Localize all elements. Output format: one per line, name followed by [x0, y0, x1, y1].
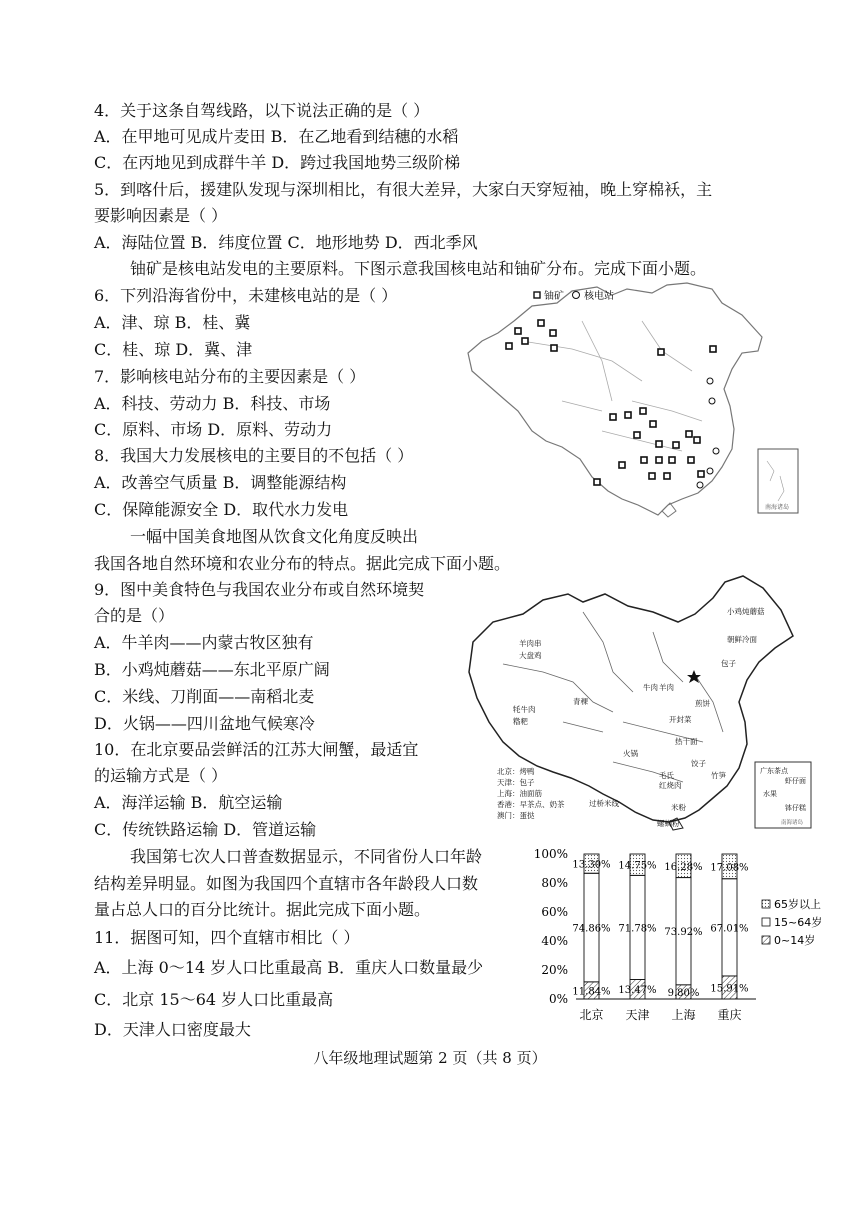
svg-text:虾仔面: 虾仔面 [785, 777, 806, 785]
q4-options-cd: C．在丙地见到成群牛羊 D．跨过我国地势三级阶梯 [94, 153, 461, 172]
q9-option-d: D．火锅——四川盆地气候寒冷 [94, 714, 315, 733]
y-tick-label: 20% [541, 963, 568, 977]
x-tick-label: 天津 [625, 1008, 650, 1022]
svg-text:香港：早茶点、奶茶: 香港：早茶点、奶茶 [497, 800, 565, 809]
x-tick-label: 北京 [579, 1008, 604, 1022]
value-label: 15.91% [710, 983, 749, 995]
q7-options-ab: A．科技、劳动力 B．科技、市场 [94, 394, 331, 413]
q4-options-ab: A．在甲地可见成片麦田 B．在乙地看到结穗的水稻 [94, 127, 459, 146]
intro-food-line1: 一幅中国美食地图从饮食文化角度反映出 [130, 527, 419, 546]
svg-text:钵仔糕: 钵仔糕 [785, 804, 806, 812]
intro-pop-line2: 结构差异明显。如图为我国四个直辖市各年龄段人口数 [94, 874, 479, 893]
value-label: 17.08% [710, 862, 749, 874]
y-tick-label: 0% [548, 992, 568, 1006]
food-mifen: 米粉 [671, 803, 686, 812]
q10-options-cd: C．传统铁路运输 D．管道运输 [94, 820, 317, 839]
q5-options: A．海陆位置 B．纬度位置 C．地形地势 D．西北季风 [94, 233, 478, 252]
food-maoshi: 毛氏 [659, 771, 674, 780]
china-outline-map1 [468, 283, 762, 515]
map1-inset-label: 南海诸岛 [765, 504, 790, 511]
y-tick-label: 60% [541, 905, 568, 919]
svg-text:天津：包子: 天津：包子 [497, 778, 535, 787]
svg-text:澳门：蛋挞: 澳门：蛋挞 [497, 811, 535, 820]
food-ciba2: 糌粑 [513, 717, 528, 726]
value-label: 74.86% [572, 923, 611, 935]
intro-nuclear: 铀矿是核电站发电的主要原料。下图示意我国核电站和铀矿分布。完成下面小题。 [130, 259, 707, 278]
food-guoqiao: 过桥米线 [589, 799, 619, 808]
intro-food-line2: 我国各地自然环境和农业分布的特点。据此完成下面小题。 [94, 554, 511, 573]
legend-swatch [762, 936, 770, 944]
legend-label: 0~14岁 [774, 934, 816, 947]
q10-stem-line2: 的运输方式是（ ） [94, 766, 228, 785]
svg-text:北京：烤鸭: 北京：烤鸭 [497, 767, 535, 776]
q6-options-cd: C．桂、琼 D．冀、津 [94, 340, 253, 359]
value-label: 11.84% [572, 986, 611, 998]
q10-stem-line1: 10．在北京要品尝鲜活的江苏大闸蟹，最适宜 [94, 740, 419, 759]
q8-stem: 8．我国大力发展核电的主要目的不包括（ ） [94, 446, 414, 465]
food-jianbing: 煎饼 [695, 699, 710, 708]
food-hongshao: 红烧肉 [659, 781, 682, 790]
q8-options-cd: C．保障能源安全 D．取代水力发电 [94, 500, 349, 519]
q9-option-a: A．牛羊肉——内蒙古牧区独有 [94, 633, 314, 652]
map2-legend [497, 766, 565, 820]
q6-options-ab: A．津、琼 B．桂、冀 [94, 313, 251, 332]
x-tick-label: 上海 [671, 1008, 696, 1022]
q6-stem: 6．下列沿海省份中，未建核电站的是（ ） [94, 286, 398, 305]
q11-option-d: D．天津人口密度最大 [94, 1020, 251, 1039]
food-huoguo: 火锅 [623, 749, 638, 758]
value-label: 67.01% [710, 923, 749, 935]
value-label: 16.28% [664, 861, 703, 873]
legend-nuclear-icon [573, 292, 580, 299]
q11-options-ab: A．上海 0～14 岁人口比重最高 B．重庆人口数量最少 [94, 958, 484, 977]
svg-text:水果: 水果 [763, 790, 777, 798]
food-qingke: 青稞 [573, 697, 588, 706]
food-niurou: 牛肉 [643, 683, 658, 692]
legend-swatch [762, 918, 770, 926]
legend-uranium-label: 铀矿 [544, 291, 564, 302]
page-footer: 八年级地理试题第 2 页（共 8 页） [313, 1049, 547, 1067]
food-dapanji: 大盘鸡 [519, 651, 542, 660]
intro-pop-line3: 量占总人口的百分比统计。据此完成下面小题。 [94, 900, 431, 919]
food-baozi: 包子 [721, 659, 736, 668]
population-chart-svg [524, 842, 824, 1030]
food-zhushi: 竹笋 [711, 771, 726, 780]
legend-swatch [762, 900, 770, 908]
food-map [463, 572, 815, 834]
map2-inset-label: 南海诸岛 [781, 820, 804, 826]
population-age-chart [524, 842, 824, 1030]
q8-options-ab: A．改善空气质量 B．调整能源结构 [94, 473, 347, 492]
q4-stem: 4．关于这条自驾线路，以下说法正确的是（ ） [94, 101, 430, 120]
legend-label: 15~64岁 [774, 916, 823, 929]
legend-label: 65岁以上 [774, 898, 821, 911]
svg-text:上海：油面筋: 上海：油面筋 [497, 789, 542, 798]
y-tick-label: 40% [541, 934, 568, 948]
q7-options-cd: C．原料、市场 D．原料、劳动力 [94, 420, 333, 439]
q9-stem-line2: 合的是（） [94, 606, 175, 625]
q11-stem: 11．据图可知，四个直辖市相比（ ） [94, 928, 360, 947]
q9-option-c: C．米线、刀削面——南稻北麦 [94, 687, 315, 706]
value-label: 73.92% [664, 927, 703, 939]
value-label: 13.30% [572, 859, 611, 871]
q9-stem-line1: 9．图中美食特色与我国农业分布或自然环境契 [94, 580, 425, 599]
q11-option-c: C．北京 15～64 岁人口比重最高 [94, 990, 334, 1009]
uranium-markers [506, 320, 716, 485]
value-label: 14.75% [618, 860, 657, 872]
legend-nuclear-label: 核电站 [584, 291, 614, 302]
legend-uranium-icon [534, 292, 540, 298]
svg-text:广东茶点: 广东茶点 [760, 767, 788, 775]
food-chaoxian: 朝鲜冷面 [727, 635, 757, 644]
food-kaifeng: 开封菜 [669, 715, 692, 724]
y-tick-label: 80% [541, 876, 568, 890]
q7-stem: 7．影响核电站分布的主要因素是（ ） [94, 367, 366, 386]
x-tick-label: 重庆 [717, 1008, 742, 1022]
food-xiaoji: 小鸡炖蘑菇 [727, 607, 765, 616]
value-label: 9.80% [667, 987, 700, 999]
food-jiaozi: 饺子 [691, 759, 706, 768]
q9-option-b: B．小鸡炖蘑菇——东北平原广阔 [94, 660, 330, 679]
q5-stem-line2: 要影响因素是（ ） [94, 206, 228, 225]
food-regan: 热干面 [675, 737, 698, 746]
y-tick-label: 100% [533, 847, 568, 861]
food-yangrou: 羊肉 [659, 683, 674, 692]
food-luosifen: 螺蛳粉 [657, 819, 680, 828]
intro-pop-line1: 我国第七次人口普查数据显示，不同省份人口年龄 [130, 847, 483, 866]
food-ciba: 牦牛肉 [513, 705, 536, 714]
nuclear-uranium-map [462, 281, 802, 529]
q10-options-ab: A．海洋运输 B．航空运输 [94, 793, 283, 812]
q5-stem-line1: 5．到喀什后，援建队发现与深圳相比，有很大差异，大家白天穿短袖，晚上穿棉袄，主 [94, 180, 713, 199]
value-label: 13.47% [618, 985, 657, 997]
value-label: 71.78% [618, 923, 657, 935]
food-yangrouchuan: 羊肉串 [519, 639, 542, 648]
